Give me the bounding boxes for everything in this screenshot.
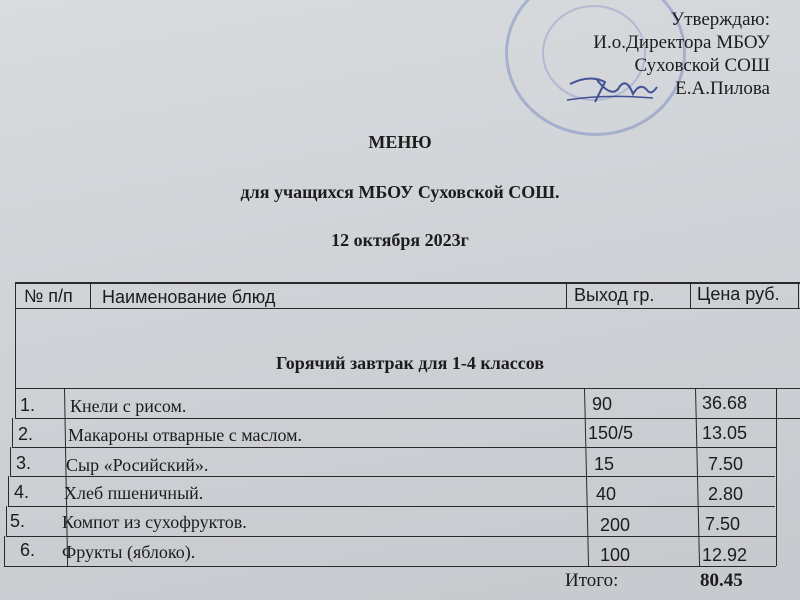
total-label: Итого: [565,570,619,591]
table-line [10,447,11,476]
approval-line-3: Суховской СОШ [634,55,770,76]
table-line [8,476,9,506]
row-2-price: 13.05 [702,423,748,443]
table-line [566,282,567,308]
row-2-name: Макароны отварные с маслом. [68,425,303,445]
table-line [8,506,775,507]
table-line [15,418,800,419]
table-line [6,506,7,536]
table-line [776,388,777,566]
approval-block [593,8,770,100]
row-3-price: 7.50 [708,454,744,474]
document-title: МЕНЮ [368,132,432,152]
row-5-price: 7.50 [705,514,741,534]
row-4-weight: 40 [596,484,617,504]
row-3-weight: 15 [594,454,615,474]
row-6-name: Фрукты (яблоко). [62,542,196,562]
table-line [15,282,800,284]
row-6-price: 12.92 [702,545,748,565]
approval-line-4: Е.А.Пилова [675,78,770,99]
row-5-weight: 200 [600,515,631,535]
row-4-price: 2.80 [708,484,744,504]
header-weight: Выход гр. [574,285,655,305]
table-line [798,282,799,308]
table-line [4,536,5,566]
table-line [12,418,13,447]
header-name: Наименование блюд [102,287,276,307]
table-line [6,536,776,537]
row-6-num: 6. [20,540,36,560]
row-2-num: 2. [18,424,34,444]
table-line [690,282,691,308]
row-1-weight: 90 [592,394,613,414]
table-line [12,447,777,448]
document-subtitle: для учащихся МБОУ Суховской СОШ. [240,182,560,202]
row-5-name: Компот из сухофруктов. [62,512,247,532]
row-1-name: Кнели с рисом. [70,396,187,416]
approval-line-2: И.о.Директора МБОУ [593,32,770,53]
section-title: Горячий завтрак для 1-4 классов [275,353,545,373]
row-4-name: Хлеб пшеничный. [64,483,204,503]
table-line [15,308,800,309]
total-value: 80.45 [700,570,743,591]
row-2-weight: 150/5 [588,423,634,443]
header-num: № п/п [24,286,73,306]
approval-line-1: Утверждаю: [670,9,770,30]
table-line [10,476,775,477]
document-date: 12 октября 2023г [331,230,469,250]
table-line [90,282,91,308]
table-line [15,388,16,418]
row-5-num: 5. [10,511,26,531]
row-6-weight: 100 [600,545,631,565]
header-price: Цена руб. [697,284,780,304]
row-3-num: 3. [16,453,32,473]
table-line [4,566,776,567]
row-3-name: Сыр «Росийский». [66,455,209,475]
row-4-num: 4. [14,482,30,502]
row-1-num: 1. [20,395,36,415]
table-line [15,388,800,389]
row-1-price: 36.68 [702,393,748,413]
